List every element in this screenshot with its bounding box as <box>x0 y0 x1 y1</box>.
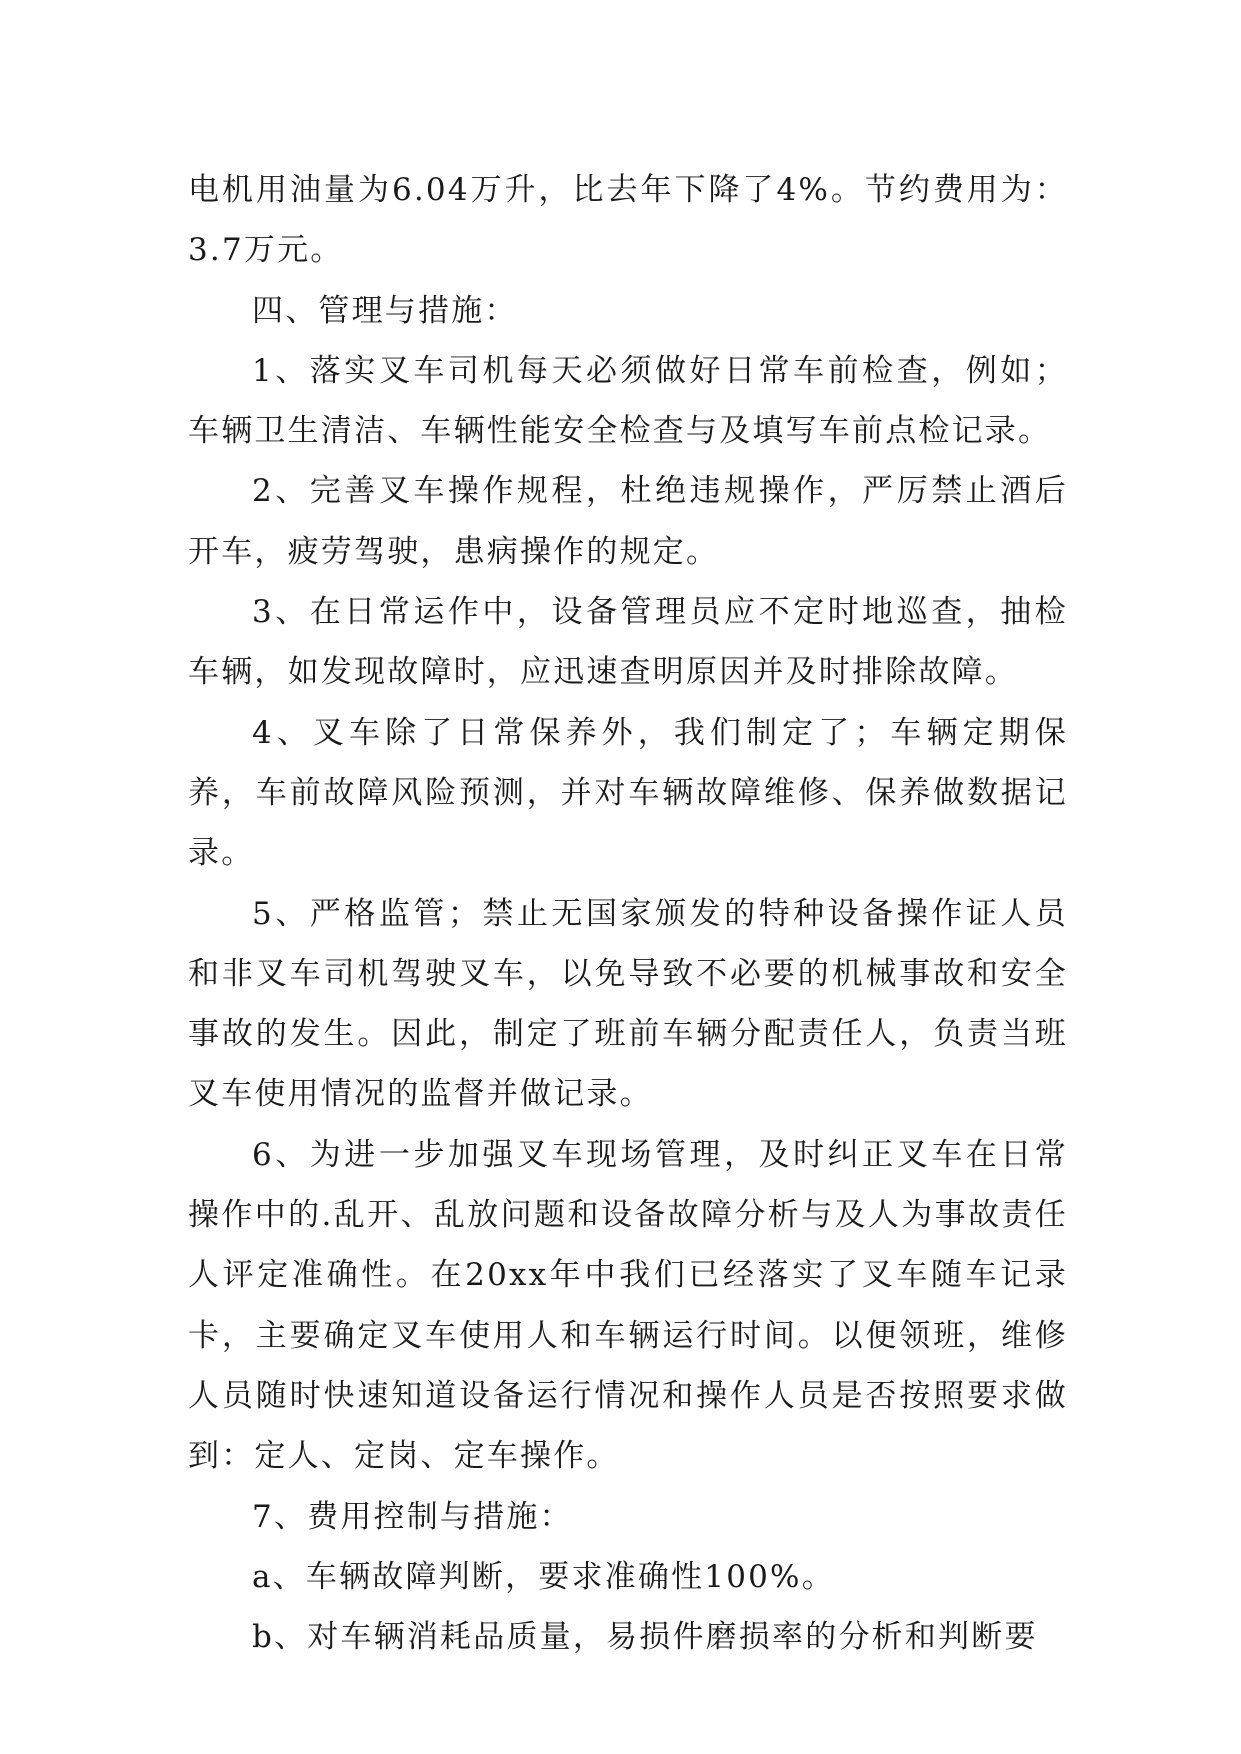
document-body <box>188 160 1068 1667</box>
paragraph-item-1: 1、落实叉车司机每天必须做好日常车前检查，例如；车辆卫生清洁、车辆性能安全检查与及填写车前点检记录。 <box>188 352 1068 450</box>
paragraph-item-7: 7、费用控制与措施： <box>252 1498 573 1535</box>
paragraph-item-2: 2、完善叉车操作规程，杜绝违规操作，严厉禁止酒后开车，疲劳驾驶，患病操作的规定。 <box>188 473 1068 570</box>
paragraph-item-3: 3、在日常运作中，设备管理员应不定时地巡查，抽检车辆，如发现故障时，应迅速查明原因并及时排除故障。 <box>188 594 1068 691</box>
paragraph-item-a: a、车辆故障判断，要求准确性100%。 <box>252 1558 835 1595</box>
paragraph-item-4: 4、叉车除了日常保养外，我们制定了；车辆定期保养，车前故障风险预测，并对车辆故障维修、保养做数据记录。 <box>188 714 1068 872</box>
paragraph-item-b: b、对车辆消耗品质量，易损件磨损率的分析和判断要 <box>252 1619 1038 1656</box>
paragraph-item-5: 5、严格监管；禁止无国家颁发的特种设备操作证人员和非叉车司机驾驶叉车，以免导致不必要的机械事故和安全事故的发生。因此，制定了班前车辆分配责任人，负责当班叉车使用情况的监督并做记录。 <box>188 895 1068 1113</box>
paragraph-item-6: 6、为进一步加强叉车现场管理，及时纠正叉车在日常操作中的.乱开、乱放问题和设备故障分析与及人为事故责任人评定准确性。在20xx年中我们已经落实了叉车随车记录卡，主要确定叉车使用人和车辆运行时间。以便领班，维修人员随时快速知道设备运行情况和操作人员是否按照要求做到：定人、定岗、定车操作。 <box>188 1136 1068 1475</box>
paragraph-fuel-savings: 电机用油量为6.04万升，比去年下降了4%。节约费用为：3.7万元。 <box>188 172 1068 269</box>
section-heading-management: 四、管理与措施： <box>252 292 518 329</box>
